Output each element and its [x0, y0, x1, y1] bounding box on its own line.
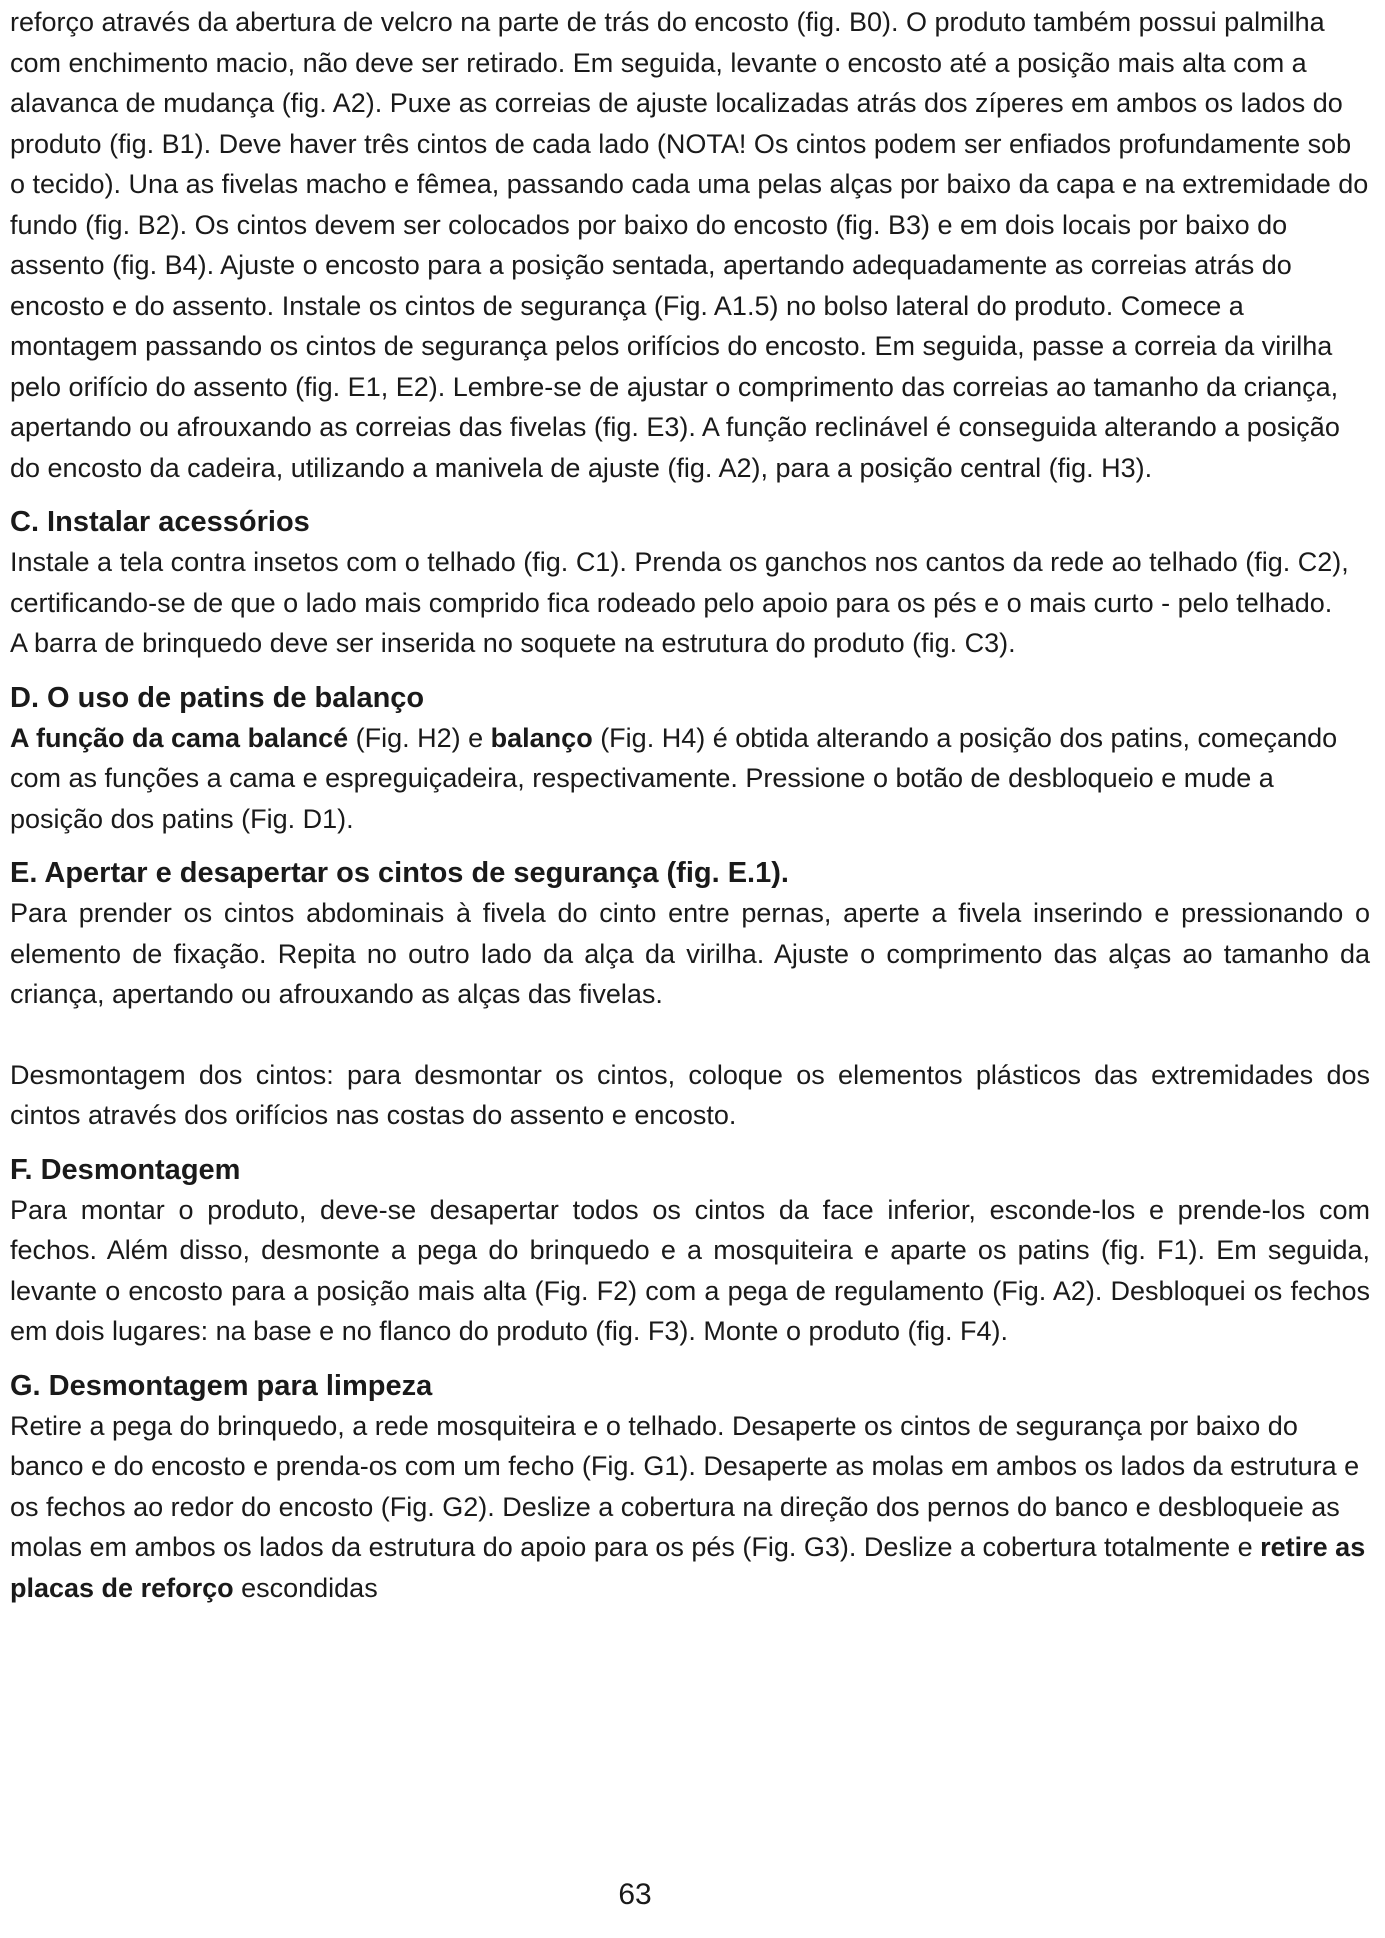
section-e-paragraph-1: Para prender os cintos abdominais à fivela do cinto entre pernas, aperte a fivela inserindo e pressionando o elemento de fixação. Repita no outro lado da alça da virilha. Ajuste o comprimento das alças ao tamanho da criança, apertando ou afrouxando as alças das fivelas. [10, 898, 1370, 1009]
section-c-paragraph-2: A barra de brinquedo deve ser inserida no soquete na estrutura do produto (fig. C3). [10, 628, 1016, 658]
section-c-paragraph-1: Instale a tela contra insetos com o telhado (fig. C1). Prenda os ganchos nos cantos da rede ao telhado (fig. C2), certificando-se de que o lado mais comprido fica rodeado pelo apoio para os pés e o mais curto - pelo telhado. [10, 547, 1349, 618]
section-f-heading: F. Desmontagem [10, 1153, 241, 1186]
section-e-heading: E. Apertar e desapertar os cintos de segurança (fig. E.1). [10, 857, 789, 889]
section-d-text-1: (Fig. H2) e [348, 722, 491, 753]
section-g-paragraph [10, 1406, 1370, 1609]
section-g-heading: G. Desmontagem para limpeza [10, 1369, 433, 1402]
section-d-text-2: (Fig. H4) é obtida alterando a posição dos patins, começando com as funções a cama e espreguiçadeira, respectivamente. Pressione o botão de desbloqueio e mude a posição dos patins (Fig. D1). [10, 722, 1338, 834]
section-d-heading: D. O uso de patins de balanço [10, 681, 425, 714]
page-number: 63 [618, 1878, 652, 1911]
section-d-paragraph [10, 718, 1370, 840]
document-page [10, 2, 1370, 1608]
intro-paragraph: reforço através da abertura de velcro na parte de trás do encosto (fig. B0). O produto também possui palmilha com enchimento macio, não deve ser retirado. Em seguida, levante o encosto até a posição mais alta com a alavanca de mudança (fig. A2). Puxe as correias de ajuste localizadas atrás dos zíperes em ambos os lados do produto (fig. B1). Deve haver três cintos de cada lado (NOTA! Os cintos podem ser enfiados profundamente sob o tecido). Una as fivelas macho e fêmea, passando cada uma pelas alças por baixo da capa e na extremidade do fundo (fig. B2). Os cintos devem ser colocados por baixo do encosto (fig. B3) e em dois locais por baixo do assento (fig. B4). Ajuste o encosto para a posição sentada, apertando adequadamente as correias atrás do encosto e do assento. Instale os cintos de segurança (Fig. A1.5) no bolso lateral do produto. Comece a montagem passando os cintos de segurança pelos orifícios do encosto. Em seguida, passe a correia da virilha pelo orifício do assento (fig. E1, E2). Lembre-se de ajustar o comprimento das correias ao tamanho da criança, apertando ou afrouxando as correias das fivelas (fig. E3). A função reclinável é conseguida alterando a posição do encosto da cadeira, utilizando a manivela de ajuste (fig. A2), para a posição central (fig. H3). [10, 7, 1369, 483]
section-d-bold-2: balanço [490, 722, 593, 753]
section-f-paragraph: Para montar o produto, deve-se desapertar todos os cintos da face inferior, esconde-los e prende-los com fechos. Além disso, desmonte a pega do brinquedo e a mosquiteira e aparte os patins (fig. F1). Em seguida, levante o encosto para a posição mais alta (Fig. F2) com a pega de regulamento (Fig. A2). Desbloquei os fechos em dois lugares: na base e no flanco do produto (fig. F3). Monte o produto (fig. F4). [10, 1194, 1370, 1346]
section-g-text-2: escondidas [233, 1572, 378, 1603]
section-c-heading: C. Instalar acessórios [10, 506, 310, 538]
section-d-bold-1: A função da cama balancé [10, 722, 349, 753]
section-g-bold-1: retire as placas de reforço [10, 1532, 1366, 1603]
section-g-text-1: Retire a pega do brinquedo, a rede mosquiteira e o telhado. Desaperte os cintos de segurança por baixo do banco e do encosto e prenda-os com um fecho (Fig. G1). Desaperte as molas em ambos os lados da estrutura e os fechos ao redor do encosto (Fig. G2). Deslize a cobertura na direção dos pernos do banco e desbloqueie as molas em ambos os lados da estrutura do apoio para os pés (Fig. G3). Deslize a cobertura totalmente e [10, 1410, 1360, 1562]
section-e-paragraph-2: Desmontagem dos cintos: para desmontar os cintos, coloque os elementos plásticos das extremidades dos cintos através dos orifícios nas costas do assento e encosto. [10, 1059, 1370, 1130]
